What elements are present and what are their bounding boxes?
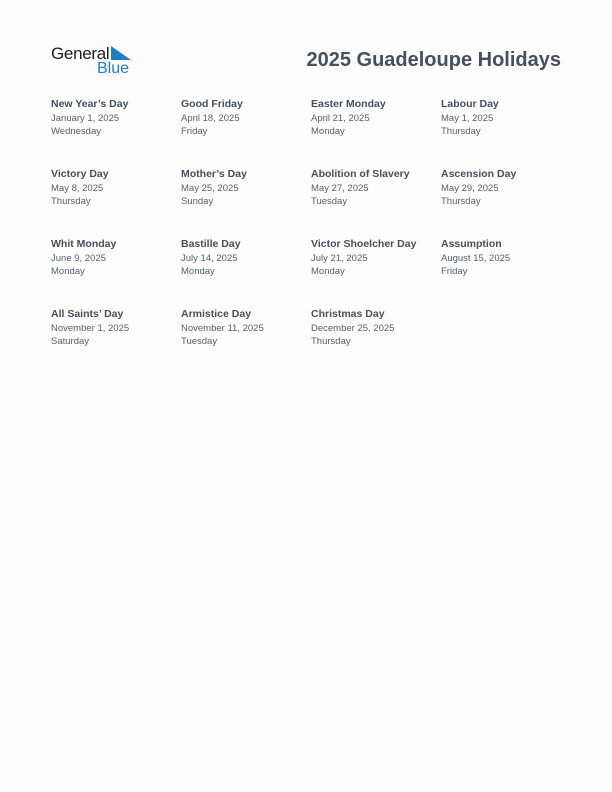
holiday-date: May 8, 2025 xyxy=(51,182,104,194)
holiday-weekday: Tuesday xyxy=(181,336,218,347)
holiday-date: May 27, 2025 xyxy=(311,182,369,194)
holiday-date: May 29, 2025 xyxy=(441,182,499,194)
logo-word-general: General xyxy=(51,44,110,63)
holiday-name: Victor Shoelcher Day xyxy=(311,238,417,250)
holiday-date: April 21, 2025 xyxy=(311,112,370,124)
holiday-date: August 15, 2025 xyxy=(441,252,511,264)
holiday-date: November 1, 2025 xyxy=(51,322,130,334)
holiday-item xyxy=(311,98,441,168)
holiday-name: Armistice Day xyxy=(181,308,252,320)
holiday-name: Easter Monday xyxy=(311,98,386,110)
logo-word-blue: Blue xyxy=(97,60,130,77)
holiday-name: Whit Monday xyxy=(51,238,117,250)
holiday-date: May 1, 2025 xyxy=(441,112,494,124)
holiday-weekday: Monday xyxy=(311,126,345,137)
holiday-weekday: Monday xyxy=(181,266,215,277)
holiday-item xyxy=(51,238,181,308)
holiday-item xyxy=(441,238,571,308)
holiday-weekday: Saturday xyxy=(51,336,90,347)
holiday-date: January 1, 2025 xyxy=(51,112,120,124)
logo-triangle-icon xyxy=(111,46,131,60)
holiday-date: April 18, 2025 xyxy=(181,112,240,124)
holiday-name: Good Friday xyxy=(181,98,243,110)
holiday-date: July 21, 2025 xyxy=(311,252,368,264)
generalblue-logo xyxy=(51,44,141,80)
holiday-date: July 14, 2025 xyxy=(181,252,238,264)
holiday-weekday: Tuesday xyxy=(311,196,348,207)
holiday-weekday: Friday xyxy=(441,266,468,277)
holiday-name: Mother’s Day xyxy=(181,168,247,180)
holiday-item xyxy=(181,308,311,378)
holiday-name: Abolition of Slavery xyxy=(311,168,410,180)
holiday-item xyxy=(311,238,441,308)
holiday-weekday: Monday xyxy=(51,266,85,277)
holiday-name: Labour Day xyxy=(441,98,499,110)
holiday-item xyxy=(441,98,571,168)
holiday-item xyxy=(181,98,311,168)
holiday-weekday: Friday xyxy=(181,126,208,137)
holiday-item xyxy=(311,308,441,378)
holiday-item xyxy=(181,168,311,238)
holiday-weekday: Wednesday xyxy=(51,126,101,137)
holiday-date: May 25, 2025 xyxy=(181,182,239,194)
holiday-name: Bastille Day xyxy=(181,238,241,250)
holiday-weekday: Sunday xyxy=(181,196,214,207)
holiday-weekday: Thursday xyxy=(441,126,481,137)
holiday-name: Christmas Day xyxy=(311,308,385,320)
page-title: 2025 Guadeloupe Holidays xyxy=(306,49,561,71)
holiday-date: December 25, 2025 xyxy=(311,322,395,334)
holiday-name: Victory Day xyxy=(51,168,109,180)
holiday-item xyxy=(51,98,181,168)
holiday-date: June 9, 2025 xyxy=(51,252,106,264)
holiday-item xyxy=(311,168,441,238)
holiday-item xyxy=(51,308,181,378)
holiday-name: New Year’s Day xyxy=(51,98,129,110)
holiday-weekday: Monday xyxy=(311,266,345,277)
holiday-item xyxy=(441,168,571,238)
holiday-item xyxy=(181,238,311,308)
holiday-weekday: Thursday xyxy=(51,196,91,207)
holiday-date: November 11, 2025 xyxy=(181,322,264,334)
holiday-name: All Saints’ Day xyxy=(51,308,124,320)
holiday-weekday: Thursday xyxy=(311,336,351,347)
holiday-grid xyxy=(51,98,571,378)
holiday-weekday: Thursday xyxy=(441,196,481,207)
holiday-name: Assumption xyxy=(441,238,502,250)
holiday-name: Ascension Day xyxy=(441,168,517,180)
holiday-item xyxy=(51,168,181,238)
